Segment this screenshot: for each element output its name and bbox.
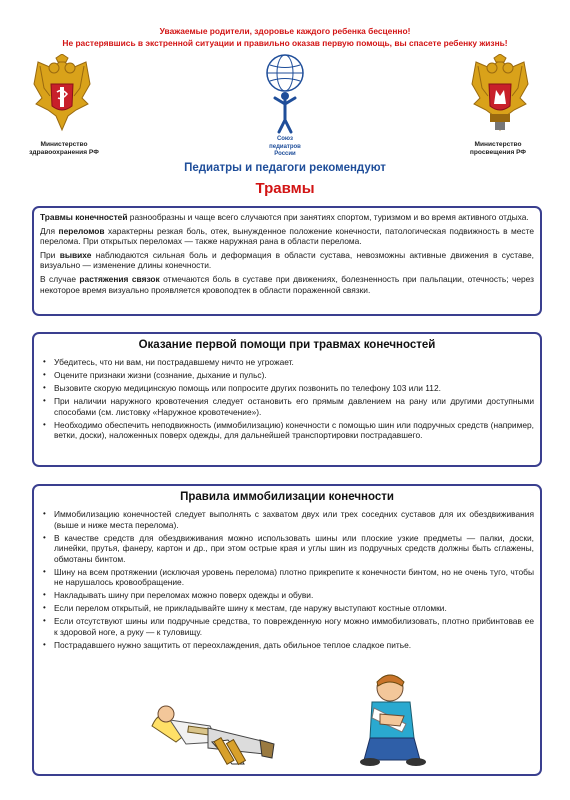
ministry-health-line-1: Министерство — [40, 141, 88, 148]
bullet-icon: • — [43, 532, 46, 542]
header-line-1: Уважаемые родители, здоровье каждого ребенка бесценно! — [159, 26, 411, 36]
list-item — [40, 383, 534, 394]
union-line-2: педиатров — [269, 143, 301, 150]
bullet-icon: • — [43, 639, 46, 649]
list-item — [40, 420, 534, 441]
list-item-text: Если перелом открытый, не прикладывайте шину к местам, где наружу выступают костные отломки. — [54, 603, 447, 614]
bullet-icon: • — [43, 382, 46, 392]
bullet-icon: • — [43, 566, 46, 576]
ministry-health-line-2: здравоохранения РФ — [29, 149, 99, 156]
list-item-text: Убедитесь, что ни вам, ни пострадавшему ничто не угрожает. — [54, 357, 294, 367]
list-item — [40, 370, 534, 381]
dislocation-term: вывихе — [59, 249, 92, 260]
list-item — [40, 567, 534, 588]
recommendation-subtitle: Педиатры и педагоги рекомендуют — [184, 162, 386, 174]
list-item-text: Необходимо обеспечить неподвижность (иммобилизацию) конечности с помощью шин или подручных средств (например, ветки, доски), наложенных поверх одежды, для дальнейшей транспортировки пострадавшего. — [54, 419, 534, 441]
immobilization-title: Правила иммобилизации конечности — [180, 491, 394, 503]
fracture-paragraph — [40, 226, 534, 247]
fracture-term: переломов — [58, 225, 105, 236]
first-aid-title: Оказание первой помощи при травмах конечностей — [138, 339, 436, 351]
list-item-text: Если отсутствуют шины или подручные средства, то поврежденную ногу можно иммобилизовать, плотно прибинтовав ее к здоровой ноге, а руку — к туловищу. — [54, 616, 534, 637]
ministry-education-caption — [438, 141, 558, 157]
bullet-icon: • — [43, 603, 46, 613]
intro-paragraph — [40, 212, 534, 223]
arm-sling-child-illustration-icon — [350, 668, 440, 773]
bullet-icon: • — [43, 590, 46, 600]
list-item — [40, 603, 534, 614]
first-aid-box — [32, 332, 542, 467]
list-item — [40, 616, 534, 637]
list-item-text: Пострадавшего нужно защитить от переохлаждения, дать обильное теплое сладкое питье. — [54, 639, 412, 650]
ministry-education-line-2: просвещения РФ — [469, 149, 527, 156]
pediatricians-union-caption — [245, 136, 325, 159]
page-title: Травмы — [255, 180, 315, 197]
list-item-text: При наличии наружного кровотечения следует остановить его прямым давлением на рану или другими доступными способами (см. листовку «Наружное кровотечение»). — [54, 395, 534, 417]
union-line-3: России — [274, 151, 296, 157]
pediatricians-union-logo-icon — [262, 52, 308, 141]
fracture-pre: Для — [40, 225, 59, 236]
immobilization-box — [32, 484, 542, 776]
ministry-health-emblem-icon — [30, 54, 94, 143]
bullet-icon: • — [43, 395, 46, 405]
bullet-icon: • — [43, 419, 46, 429]
dislocation-pre: При — [40, 249, 60, 260]
list-item-text: Накладывать шину при переломах можно поверх одежды и обуви. — [54, 590, 314, 601]
bullet-icon: • — [43, 616, 46, 626]
sprain-paragraph — [40, 274, 534, 295]
list-item — [40, 533, 534, 565]
dislocation-text: наблюдаются сильная боль и деформация в области сустава, невозможны активные движения в суставе, визуально — изменение длины конечности. — [40, 249, 534, 271]
ministry-education-emblem-icon — [468, 54, 532, 143]
list-item-text: В качестве средств для обездвиживания можно использовать шины или плоские узкие предметы — палки, доски, линейки, прутья, фанеру, картон и др., при этом острые края и углы шин из подручных средств должны быть сглажены, обмотаны бинтом. — [54, 532, 534, 564]
intro-box — [32, 206, 542, 316]
intro-term: Травмы конечностей — [40, 212, 128, 222]
list-item — [40, 357, 534, 368]
fracture-text: характерны резкая боль, отек, вынужденное положение конечности, патологическая подвижность в месте перелома. При открытых переломах — также наружная рана в области перелома. — [40, 225, 534, 247]
ministry-education-line-1: Министерство — [474, 141, 522, 148]
list-item — [40, 640, 534, 651]
bullet-icon: • — [43, 509, 46, 518]
sprain-text: отмечаются боль в суставе при движениях, болезненность при пальпации, отечность; через некоторое время визуально проявляется кровоподтек в области пораженной связки. — [40, 273, 534, 295]
intro-text: разнообразны и чаще всего случаются при занятиях спортом, туризмом и во время активного отдыха. — [127, 212, 529, 222]
list-item-text: Шину на всем протяжении (исключая уровень перелома) плотно прикрепите к конечности бинтом, но не очень туго, чтобы не нарушалось кровообращение. — [54, 566, 534, 588]
ministry-health-caption — [4, 141, 124, 157]
header-line-2: Не растерявшись в экстренной ситуации и правильно оказав первую помощь, вы спасете ребенку жизнь! — [62, 38, 508, 48]
list-item — [40, 509, 534, 530]
immobilization-list — [40, 509, 534, 650]
list-item-text: Иммобилизацию конечностей следует выполнять с захватом двух или трех соседних суставов для их обездвиживания (выше и ниже места перелома). — [54, 509, 534, 530]
sprain-term: растяжения связок — [79, 273, 160, 284]
dislocation-paragraph — [40, 250, 534, 271]
list-item — [40, 396, 534, 417]
list-item — [40, 590, 534, 601]
bullet-icon: • — [43, 357, 46, 366]
list-item-text: Оцените признаки жизни (сознание, дыхание и пульс). — [54, 369, 267, 380]
sprain-pre: В случае — [40, 273, 80, 284]
bullet-icon: • — [43, 369, 46, 379]
first-aid-list — [40, 357, 534, 441]
union-line-1: Союз — [276, 136, 294, 142]
list-item-text: Вызовите скорую медицинскую помощь или попросите других позвонить по телефону 103 или 112. — [54, 382, 441, 393]
leg-splint-illustration-icon — [148, 668, 278, 773]
